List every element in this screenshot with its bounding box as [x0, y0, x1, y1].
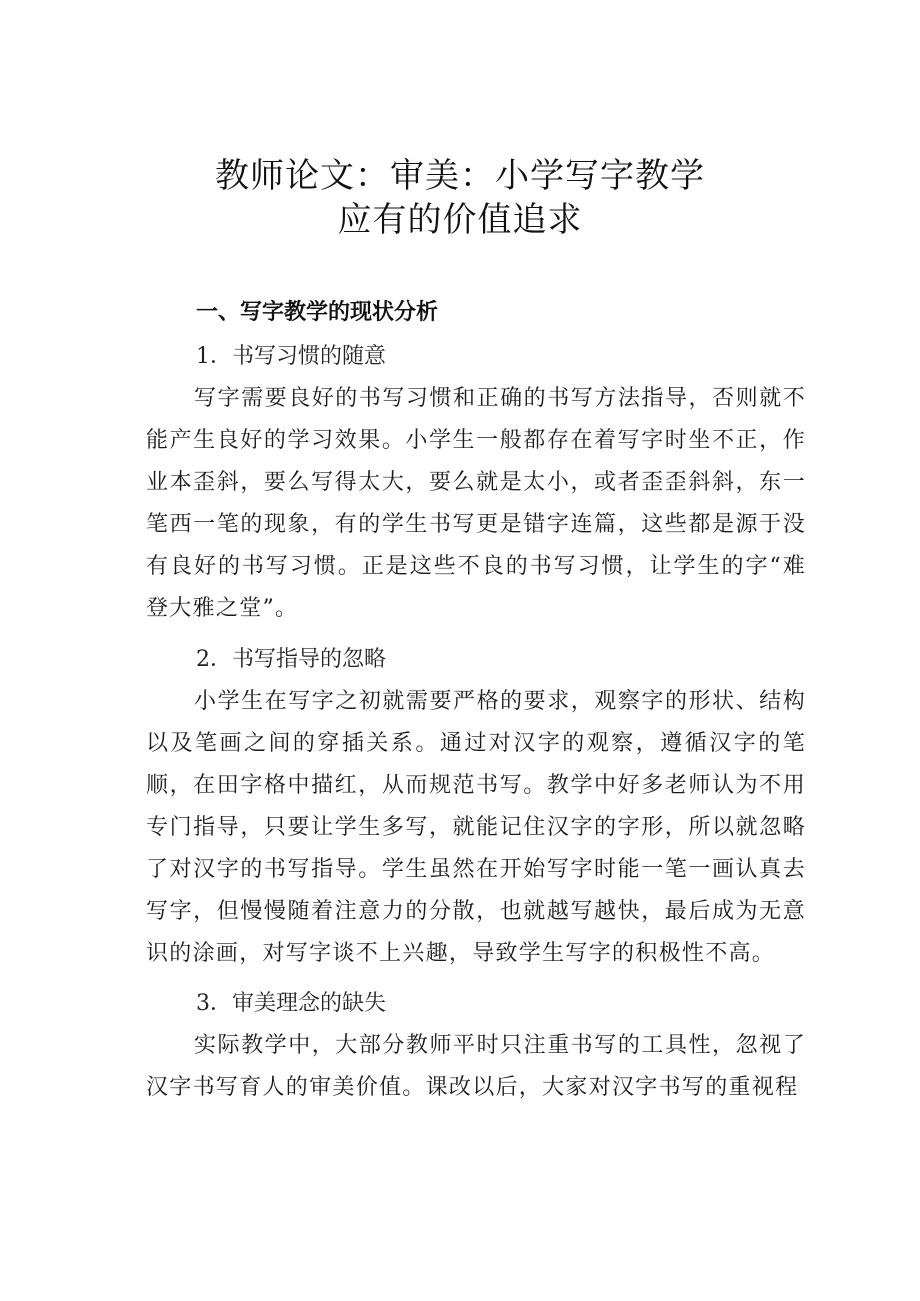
subheading-habit: 1．书写习惯的随意 — [196, 344, 386, 369]
document-title-line2: 应有的价值追求 — [337, 200, 583, 240]
subheading-guidance: 2．书写指导的忽略 — [196, 647, 386, 672]
paragraph-habit: 写字需要良好的书写习惯和正确的书写方法指导，否则就不能产生良好的学习效果。小学生一般都存在着写字时坐不正，作业本歪斜，要么写得太大，要么就是太小，或者歪歪斜斜，东一笔西一笔的现象，有的学生书写更是错字连篇，这些都是源于没有良好的书写习惯。正是这些不良的书写习惯，让学生的字“难登大雅之堂”。 — [146, 386, 806, 621]
section-heading: 一、写字教学的现状分析 — [196, 300, 439, 325]
paragraph-guidance: 小学生在写字之初就需要严格的要求，观察字的形状、结构以及笔画之间的穿插关系。通过对汉字的观察，遵循汉字的笔顺，在田字格中描红，从而规范书写。教学中好多老师认为不用专门指导，只要让学生多写，就能记住汉字的字形，所以就忽略了对汉字的书写指导。学生虽然在开始写字时能一笔一画认真去写字，但慢慢随着注意力的分散，也就越写越快，最后成为无意识的涂画，对写字谈不上兴趣，导致学生写字的积极性不高。 — [146, 689, 806, 966]
paragraph-aesthetics: 实际教学中，大部分教师平时只注重书写的工具性，忽视了汉字书写育人的审美价值。课改以后，大家对汉字书写的重视程 — [146, 1033, 806, 1100]
subheading-aesthetics: 3．审美理念的缺失 — [196, 991, 386, 1016]
document-title-line1: 教师论文：审美：小学写字教学 — [215, 156, 705, 196]
